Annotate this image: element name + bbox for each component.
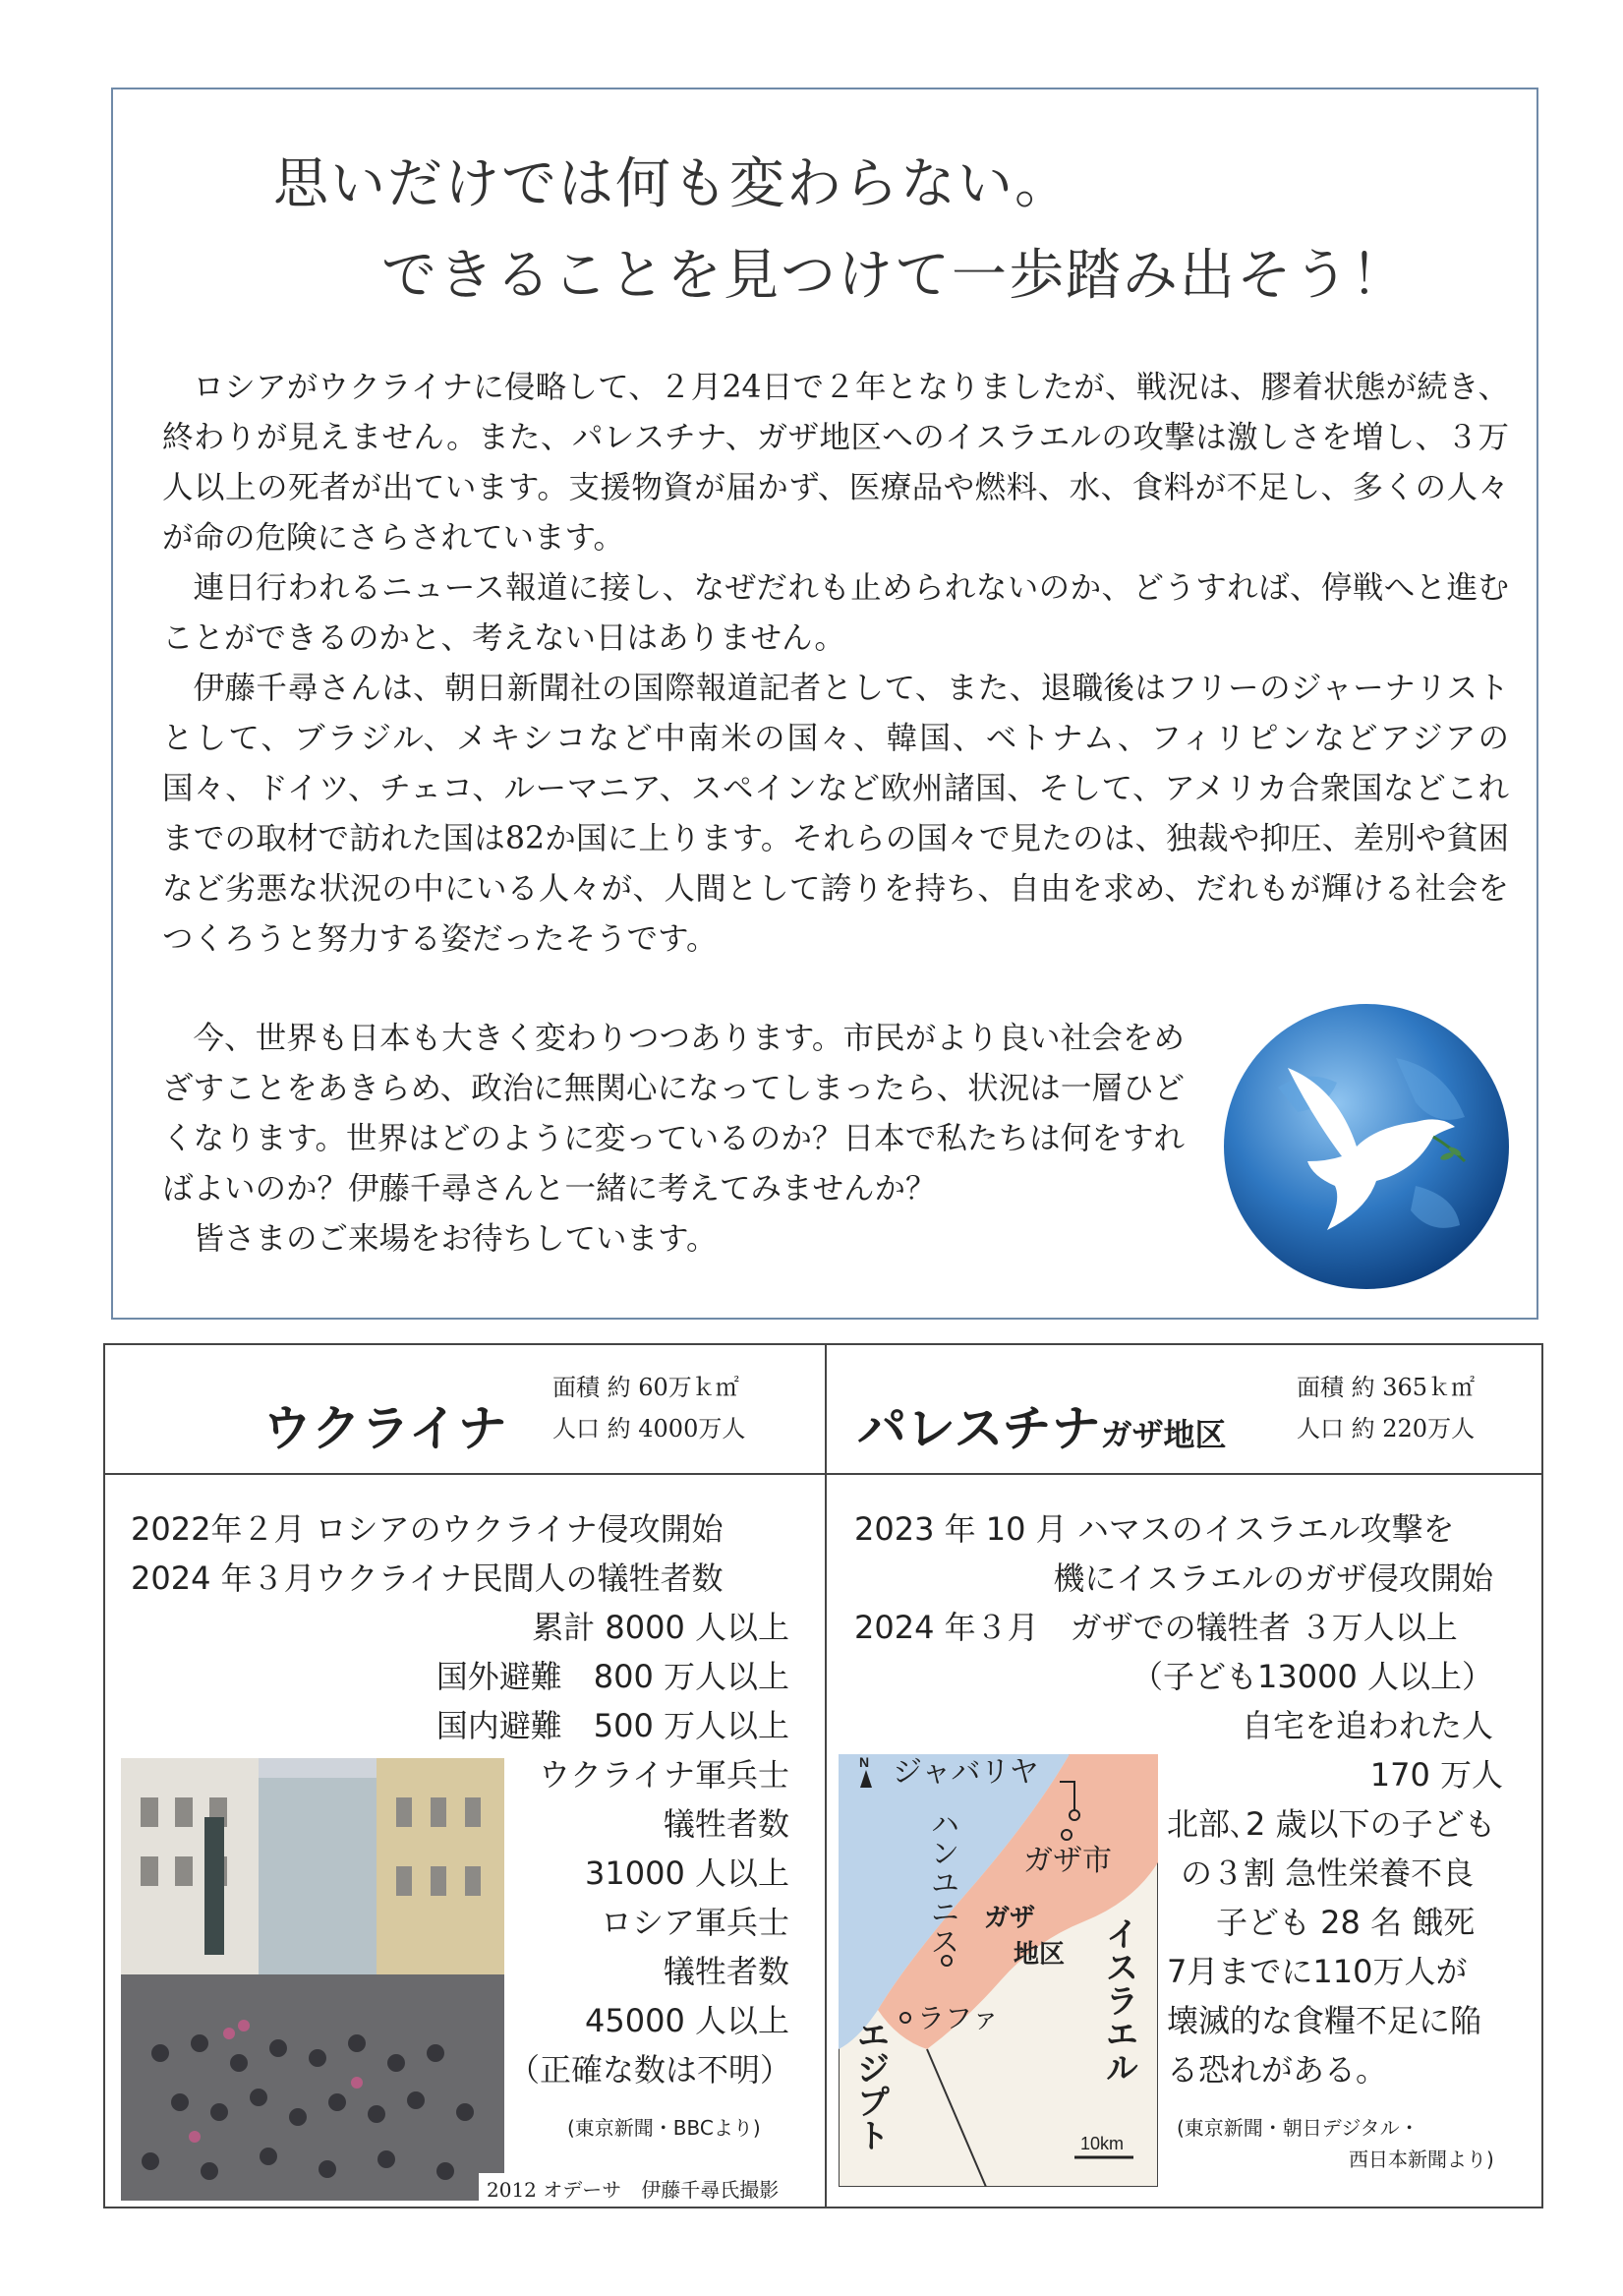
palestine-right-line: 壊滅的な食糧不足に陥 bbox=[1167, 2002, 1482, 2039]
ukraine-military-line: ロシア軍兵士 bbox=[600, 1904, 789, 1941]
map-label-egypt: エジプト bbox=[851, 2018, 889, 2151]
palestine-fact-line: 2024 年３月 ガザでの犠牲者 ３万人以上 bbox=[854, 1609, 1458, 1646]
map-label-israel: イスラエル bbox=[1100, 1916, 1137, 2084]
palestine-right-line: 北部､2 歳以下の子ども bbox=[1167, 1805, 1496, 1843]
palestine-right-line: る恐れがある。 bbox=[1167, 2051, 1388, 2089]
intro-paragraph: 連日行われるニュース報道に接し、なぜだれも止められないのか、どうすれば、停戦へと進むことができるのかと、考えない日はありません。 bbox=[162, 570, 1509, 656]
header-divider bbox=[105, 1473, 1541, 1475]
closing-paragraph: 今、世界も日本も大きく変わりつつあります。市民がより良い社会をめざすことをあきらめ、政治に無関心になってしまったら、状況は一層ひどくなります。世界はどのように変っているのか？日本で私たちは何をすればよいのか？伊藤千尋さんと一緒に考えてみませんか？ bbox=[162, 1021, 1185, 1207]
peace-dove-globe-icon bbox=[1219, 999, 1514, 1294]
palestine-right-line: の３割 急性栄養不良 bbox=[1181, 1854, 1475, 1892]
palestine-subtitle: ガザ地区 bbox=[1100, 1416, 1227, 1453]
ukraine-military-line: （正確な数は不明） bbox=[508, 2051, 792, 2089]
ukraine-population: 人口 約 4000万人 bbox=[552, 1415, 746, 1442]
palestine-right-line: 自宅を追われた人 bbox=[1241, 1707, 1493, 1744]
map-label-rafah: ラファ bbox=[917, 2003, 1000, 2033]
ukraine-stats bbox=[552, 1367, 745, 1449]
ukraine-fact-line: 累計 8000 人以上 bbox=[532, 1609, 789, 1646]
photo-caption: 2012 オデーサ 伊藤千尋氏撮影 bbox=[479, 2173, 823, 2207]
ukraine-facts bbox=[131, 1504, 809, 1750]
ukraine-fact-line: 2024 年３月ウクライナ民間人の犠牲者数 bbox=[131, 1560, 724, 1597]
ukraine-fact-line: 国外避難 800 万人以上 bbox=[435, 1658, 789, 1695]
intro-paragraph: 伊藤千尋さんは、朝日新聞社の国際報道記者として、また、退職後はフリーのジャーナリストとして、ブラジル、メキシコなど中南米の国々、韓国、ベトナム、フィリピンなどアジアの国々、ドイツ、チェコ、ルーマニア、スペインなど欧州諸国、そして、アメリカ合衆国などこれまでの取材で訪れた国は82か国に上ります。それらの国々で見たのは、独裁や抑圧、差別や貧困など劣悪な状況の中にいる人々が、人間として誇りを持ち、自由を求め、だれもが輝ける社会をつくろうと努力する姿だったそうです。 bbox=[162, 671, 1509, 957]
map-label-gaza-city: ガザ市 bbox=[1023, 1845, 1112, 1877]
palestine-fact-line: 機にイスラエルのガザ侵攻開始 bbox=[1053, 1560, 1493, 1597]
headline-line-1: 思いだけでは何も変わらない。 bbox=[273, 152, 1072, 216]
ukraine-area: 面積 約 60万ｋ㎡ bbox=[552, 1374, 739, 1401]
ukraine-military bbox=[508, 1750, 792, 2094]
map-label-khan-younis: ハンユニス bbox=[925, 1808, 958, 1956]
ukraine-title: ウクライナ bbox=[262, 1400, 507, 1457]
palestine-fact-line: 2023 年 10 月 ハマスのイスラエル攻撃を bbox=[854, 1510, 1455, 1548]
ukraine-military-line: 犠牲者数 bbox=[663, 1805, 789, 1843]
gaza-map bbox=[839, 1754, 1158, 2187]
palestine-population: 人口 約 220万人 bbox=[1297, 1415, 1476, 1442]
intro-box bbox=[111, 88, 1538, 1320]
ukraine-military-line: 31000 人以上 bbox=[585, 1854, 789, 1892]
palestine-title bbox=[857, 1389, 1227, 1460]
map-label-gaza-strip-2: 地区 bbox=[1014, 1939, 1066, 1969]
palestine-right-line: 170 万人 bbox=[1369, 1756, 1503, 1794]
odesa-crowd-photo bbox=[121, 1758, 504, 2201]
palestine-right-facts bbox=[1167, 1701, 1523, 2094]
palestine-area: 面積 約 365ｋ㎡ bbox=[1297, 1374, 1476, 1401]
palestine-stats bbox=[1297, 1367, 1475, 1449]
palestine-source bbox=[1177, 2112, 1494, 2175]
palestine-right-line: 7月までに110万人が bbox=[1167, 1953, 1468, 1990]
palestine-right-line: 子ども 28 名 餓死 bbox=[1216, 1904, 1476, 1941]
facts-box bbox=[103, 1343, 1543, 2208]
ukraine-fact-line: 国内避難 500 万人以上 bbox=[435, 1707, 789, 1744]
ukraine-military-line: 犠牲者数 bbox=[663, 1953, 789, 1990]
palestine-title-main: パレスチナ bbox=[857, 1400, 1101, 1457]
map-north-label: N bbox=[859, 1754, 870, 1770]
map-label-gaza-strip-1: ガザ bbox=[984, 1903, 1036, 1932]
map-label-jabalia: ジャバリヤ bbox=[893, 1756, 1039, 1789]
map-scale-label: 10km bbox=[1080, 2134, 1125, 2153]
ukraine-military-line: 45000 人以上 bbox=[585, 2002, 789, 2039]
ukraine-fact-line: 2022年２月 ロシアのウクライナ侵攻開始 bbox=[131, 1510, 724, 1548]
palestine-facts bbox=[854, 1504, 1523, 1701]
ukraine-military-line: ウクライナ軍兵士 bbox=[538, 1756, 789, 1794]
closing-text bbox=[162, 1014, 1185, 1265]
ukraine-source: (東京新聞・BBCより) bbox=[567, 2116, 761, 2140]
headline-line-2: できることを見つけて一歩踏み出そう！ bbox=[381, 244, 1408, 308]
palestine-source-line: 西日本新聞より) bbox=[1349, 2148, 1494, 2171]
palestine-fact-line: （子ども13000 人以上） bbox=[1131, 1658, 1493, 1695]
intro-paragraph: ロシアがウクライナに侵略して、２月24日で２年となりましたが、戦況は、膠着状態が続き、終わりが見えません。また、パレスチナ、ガザ地区へのイスラエルの攻撃は激しさを増し、３万人以上の死者が出ています。支援物資が届かず、医療品や燃料、水、食料が不足し、多くの人々が命の危険にさらされています。 bbox=[162, 370, 1509, 556]
palestine-source-line: (東京新聞・朝日デジタル・ bbox=[1177, 2116, 1420, 2140]
closing-paragraph: 皆さまのご来場をお待ちしています。 bbox=[193, 1221, 718, 1257]
intro-text bbox=[162, 363, 1509, 965]
